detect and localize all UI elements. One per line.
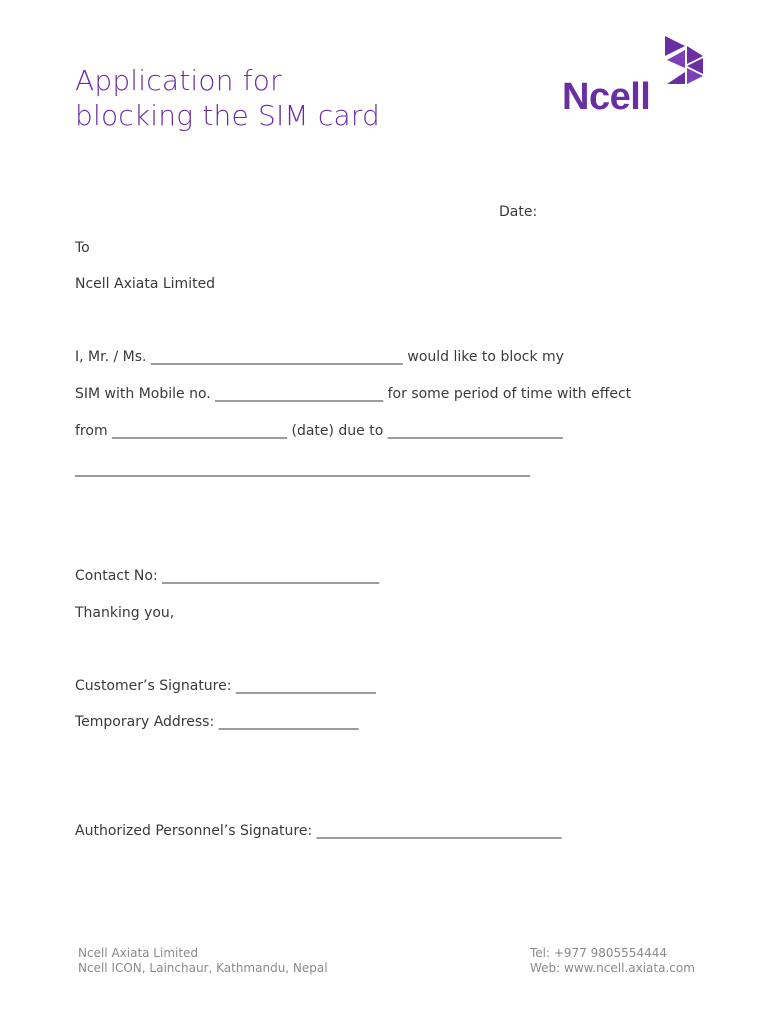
date-label: Date: [499, 204, 538, 220]
body-line-1: I, Mr. / Ms. ____________________________________ would like to block my [75, 349, 564, 365]
ncell-logo [562, 34, 707, 120]
body-line-2: SIM with Mobile no. ________________________ for some period of time with effect [75, 386, 632, 402]
recipient-name: Ncell Axiata Limited [75, 276, 216, 292]
customer-signature-line: Customer’s Signature: ____________________ [75, 678, 376, 694]
closing-text: Thanking you, [75, 605, 175, 621]
footer-address: Ncell ICON, Lainchaur, Kathmandu, Nepal [78, 961, 328, 975]
page-title [75, 63, 380, 133]
contact-number-line: Contact No: _______________________________ [75, 568, 380, 584]
to-label: To [75, 240, 90, 256]
footer-company-name: Ncell Axiata Limited [78, 946, 199, 960]
ncell-triangle-logo-icon [663, 34, 705, 86]
authorized-signature-line: Authorized Personnel’s Signature: ___________________________________ [75, 823, 562, 839]
body-line-4: _________________________________________________________________ [75, 461, 530, 477]
body-line-3: from _________________________ (date) due to _________________________ [75, 423, 563, 439]
ncell-logo-text: Ncell [562, 76, 651, 118]
footer-contact-info [530, 946, 695, 976]
temporary-address-line: Temporary Address: ____________________ [75, 714, 359, 730]
footer-website: Web: www.ncell.axiata.com [530, 961, 695, 975]
title-line-2: blocking the SIM card [75, 99, 381, 132]
footer-telephone: Tel: +977 9805554444 [530, 946, 667, 960]
footer-company-info [78, 946, 328, 976]
title-line-1: Application for [75, 64, 282, 97]
